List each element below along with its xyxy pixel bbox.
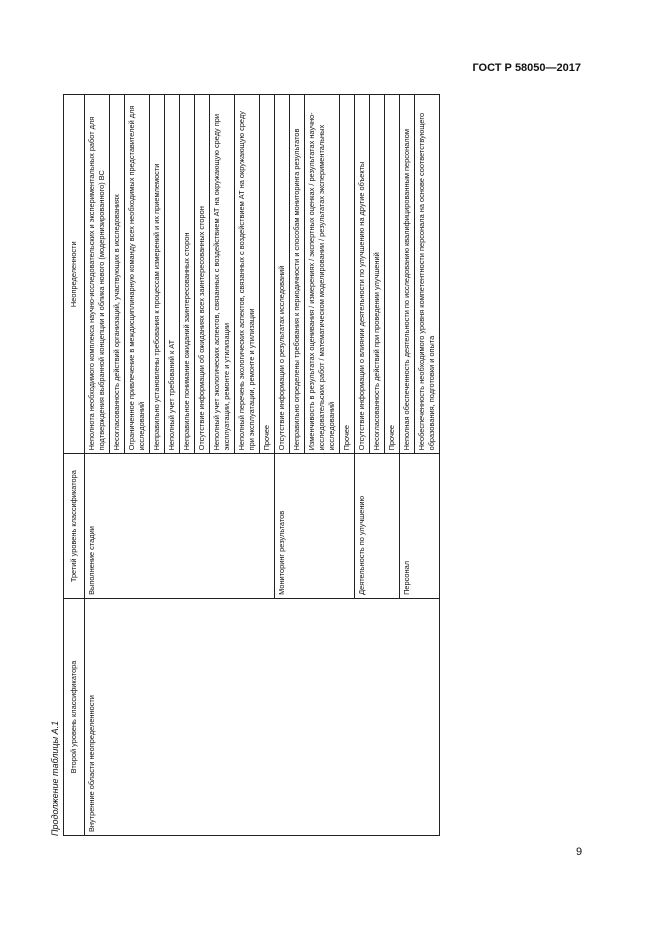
uncertainty-cell: Несогласованность действий при проведении улучшений [369,95,384,454]
table-row [164,95,179,836]
level3-cell [304,454,339,598]
table-row [369,95,384,836]
level3-cell [149,454,164,598]
level2-cell [209,598,234,835]
table-row [274,95,289,836]
level3-cell: Деятельность по улучшению [354,454,369,598]
uncertainty-cell: Неполный учет требований к АТ [164,95,179,454]
rotated-table-area [49,94,585,836]
level2-cell [124,598,149,835]
table-caption: Продолжение таблицы А.1 [50,720,60,836]
level2-cell [414,598,439,835]
level2-cell [354,598,369,835]
level2-cell [259,598,274,835]
table-row [85,95,110,836]
table-header-row [64,95,85,836]
level2-cell [149,598,164,835]
level3-cell [234,454,259,598]
column-header: Неопределенности [64,95,85,454]
table-row [414,95,439,836]
level3-cell: Персонал [399,454,414,598]
level3-cell [124,454,149,598]
uncertainty-cell: Прочее [259,95,274,454]
table-row [124,95,149,836]
table-row [209,95,234,836]
level2-cell [369,598,384,835]
level3-cell: Мониторинг результатов [274,454,289,598]
level3-cell [194,454,209,598]
level3-cell [179,454,194,598]
level3-cell [259,454,274,598]
uncertainty-cell: Необеспеченность необходимого уровня компетентности персонала на основе соответствующего образования, подготовки и опыта [414,95,439,454]
uncertainty-cell: Неправильно установлены требования к процессам измерений и их приемлемости [149,95,164,454]
level3-cell [384,454,399,598]
table-body [85,95,440,836]
level3-cell: Выполнение стадии [85,454,110,598]
level2-cell [109,598,124,835]
table-row [259,95,274,836]
uncertainty-cell: Неправильно определены требования к периодичности и способам мониторинга результатов [289,95,304,454]
uncertainty-cell: Отсутствие информации о влиянии деятельности по улучшению на другие объекты [354,95,369,454]
level2-cell [194,598,209,835]
rotated-content [49,94,585,836]
table-row [399,95,414,836]
uncertainty-cell: Неполная обеспеченность деятельности по исследованию квалифицированным персоналом [399,95,414,454]
level3-cell [339,454,354,598]
uncertainty-cell: Несогласованность действий организаций, участвующих в исследованиях [109,95,124,454]
level3-cell [164,454,179,598]
table-row [339,95,354,836]
level3-cell [109,454,124,598]
level2-cell [234,598,259,835]
uncertainty-cell: Неполный учет экологических аспектов, связанных с воздействием АТ на окружающую среду при эксплуатации, ремонте и утилизации [209,95,234,454]
uncertainty-cell: Прочее [384,95,399,454]
level2-cell [339,598,354,835]
page-number: 9 [576,846,583,858]
uncertainty-cell: Отсутствие информации об ожиданиях всех заинтересованных сторон [194,95,209,454]
column-header: Третий уровень классификатора [64,454,85,598]
level3-cell [414,454,439,598]
uncertainty-cell: Неправильное понимание ожиданий заинтересованных сторон [179,95,194,454]
level3-cell [209,454,234,598]
level3-cell [289,454,304,598]
uncertainty-cell: Отсутствие информации о результатах исследований [274,95,289,454]
level2-cell [164,598,179,835]
level2-cell [179,598,194,835]
uncertainty-cell: Неполный перечень экологических аспектов, связанных с воздействием АТ на окружающую среду при эксплуатации, ремонте и утилизации [234,95,259,454]
level2-cell: Внутренние области неопределенности [85,598,110,835]
table-row [384,95,399,836]
level2-cell [274,598,289,835]
level2-cell [399,598,414,835]
uncertainty-cell: Ограниченное привлечение в междисциплинарную команду всех необходимых представителей для исследований [124,95,149,454]
column-header: Второй уровень классификатора [64,598,85,835]
table-row [109,95,124,836]
level2-cell [289,598,304,835]
table-row [234,95,259,836]
level2-cell [304,598,339,835]
document-code: ГОСТ Р 58050—2017 [472,62,581,74]
table-row [354,95,369,836]
classifier-table [63,94,440,836]
table-row [304,95,339,836]
level2-cell [384,598,399,835]
uncertainty-cell: Неполнота необходимого комплекса научно-исследовательских и экспериментальных работ для подтверждения выбранной концепции и облика нового (модернизированного) ВС [85,95,110,454]
table-row [289,95,304,836]
uncertainty-cell: Изменчивость в результатах оценивания / измерениях / экспертных оценках / результатах научно-исследовательских работ / математическом моделировании / результатах экспериментальных исследований [304,95,339,454]
level3-cell [369,454,384,598]
table-row [179,95,194,836]
table-row [149,95,164,836]
table-row [194,95,209,836]
uncertainty-cell: Прочее [339,95,354,454]
